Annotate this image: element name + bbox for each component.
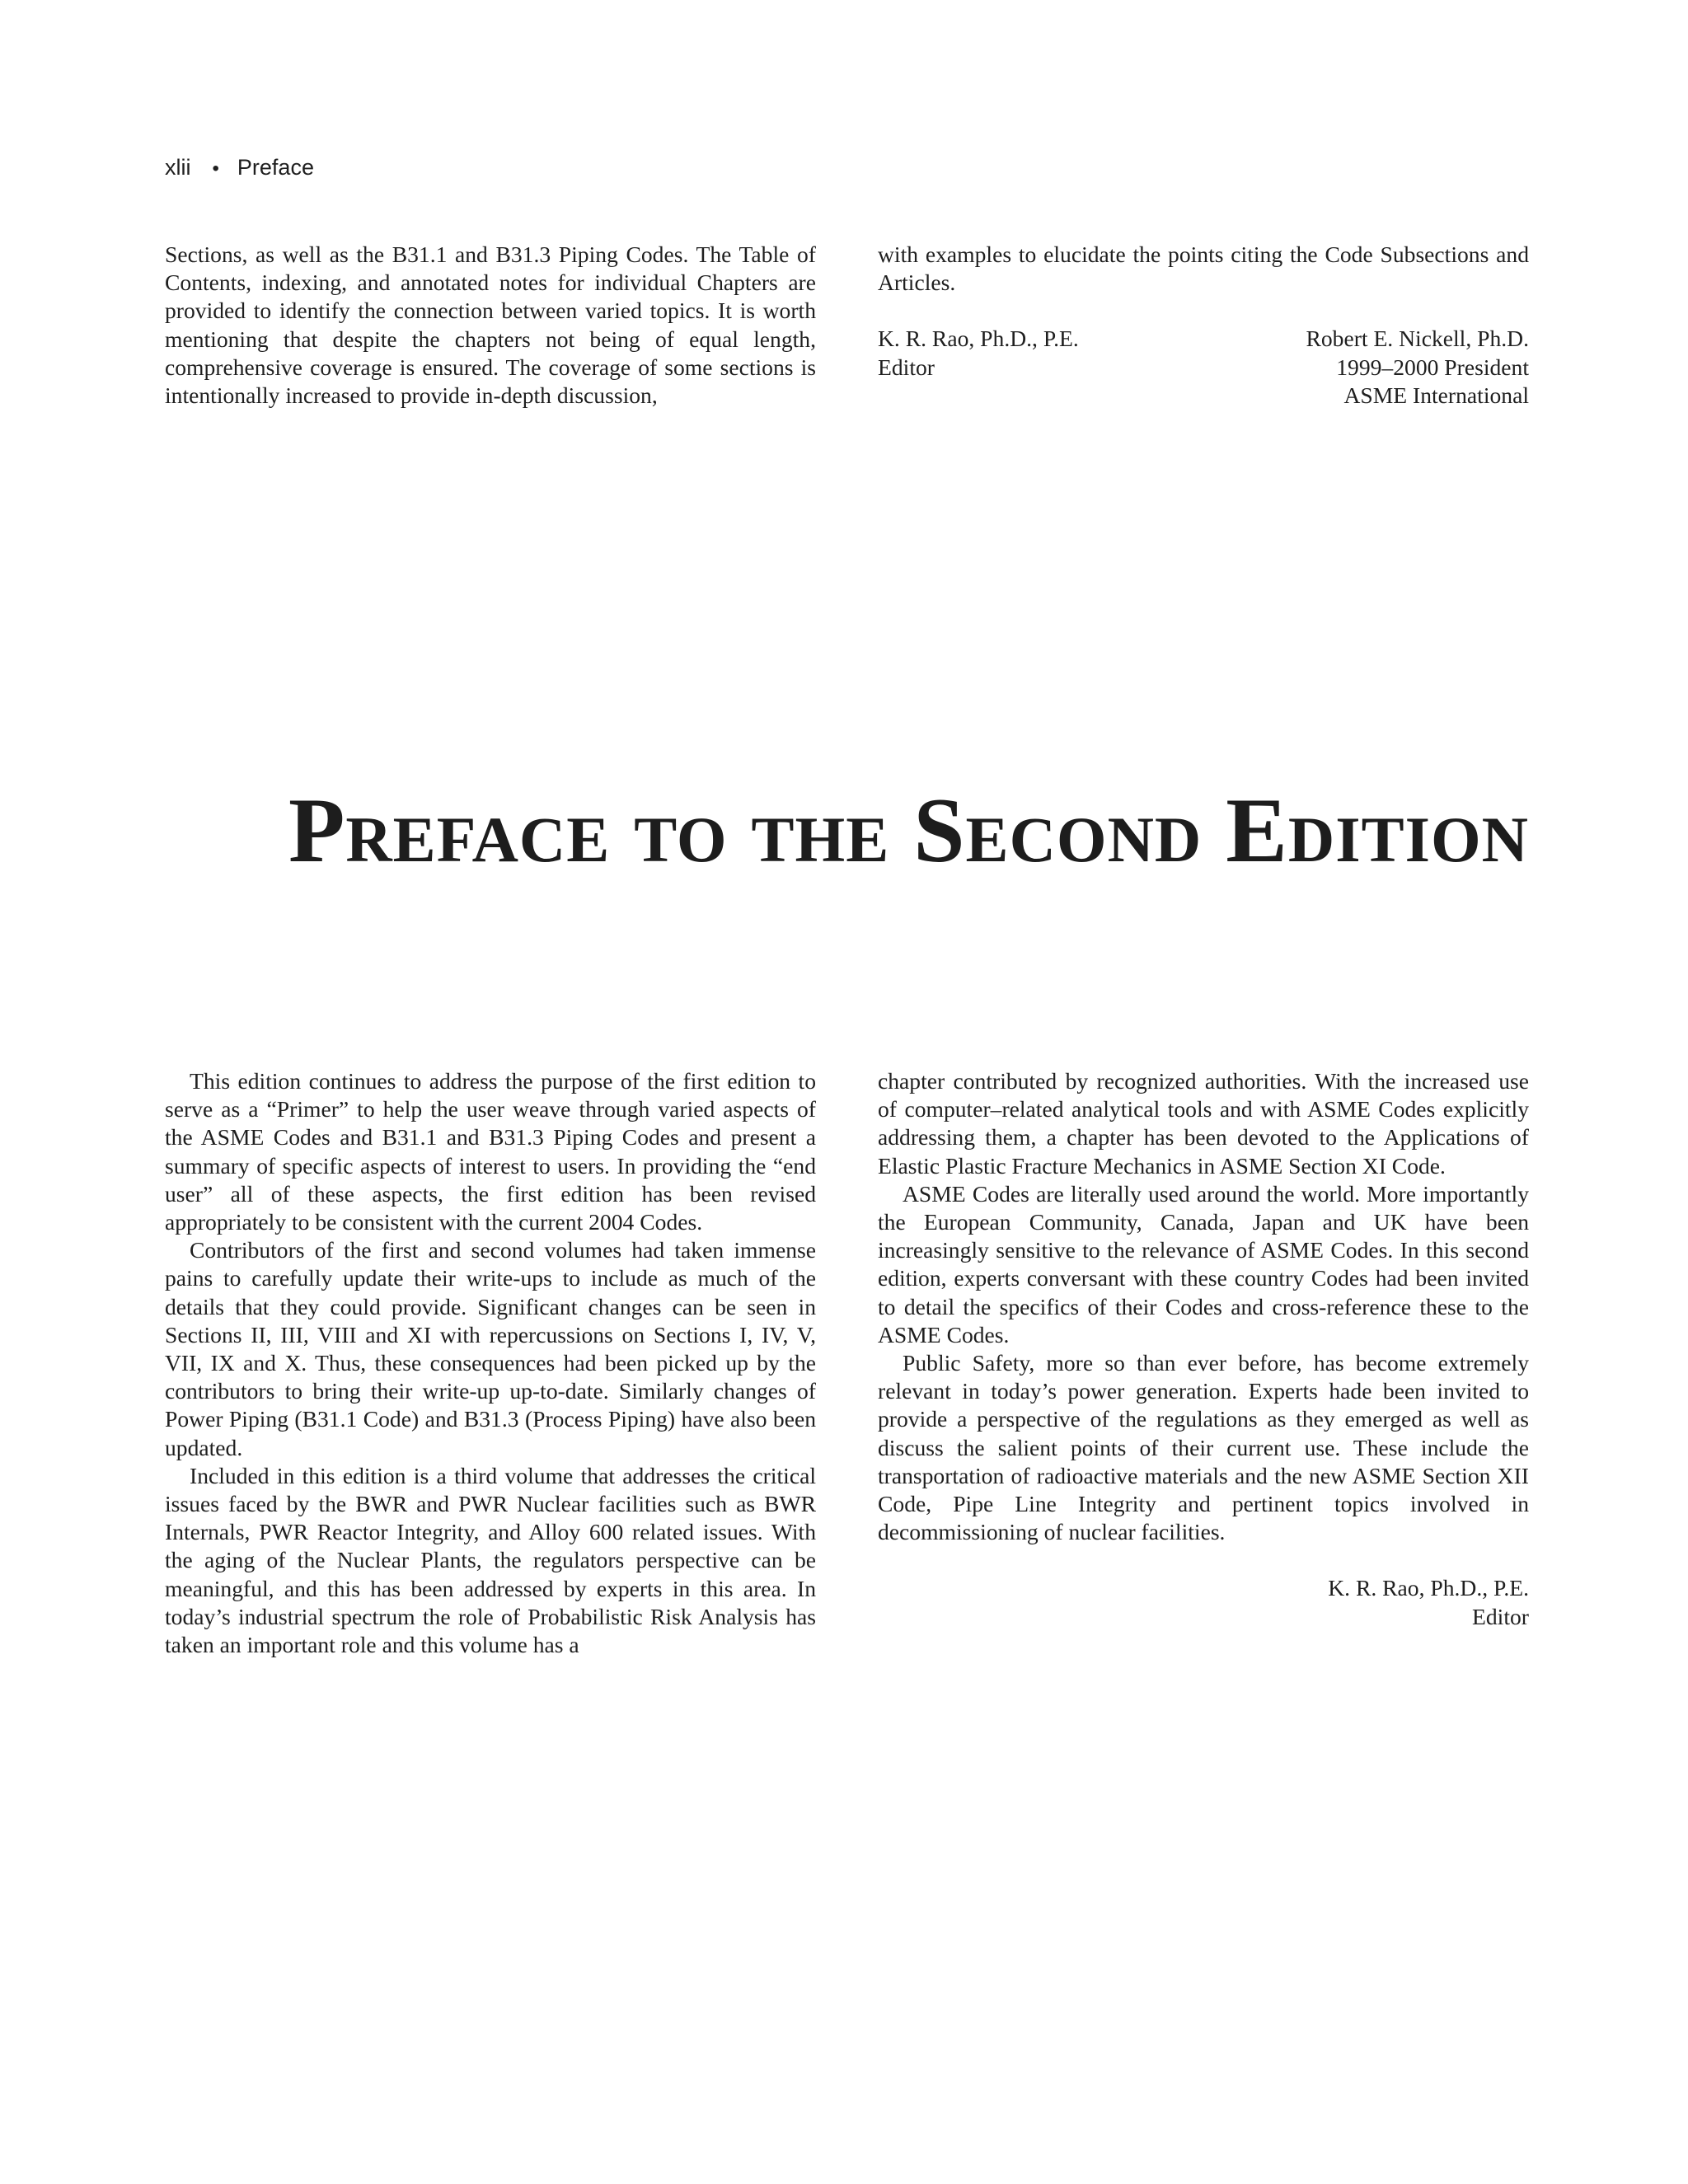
second-edition-left-column <box>165 1067 816 1659</box>
signature-role: Editor <box>878 354 935 380</box>
paragraph: ASME Codes are literally used around the world. More importantly the European Community, Canada, Japan and UK have been increasingly sensitive to the relevance of ASME Codes. In this second edition, experts conversant with these country Codes had been invited to detail the specifics of their Codes and cross-reference these to the ASME Codes. <box>878 1180 1529 1347</box>
signature-role: Editor <box>1472 1603 1529 1629</box>
first-edition-signatures <box>878 325 1529 410</box>
bullet-separator: • <box>212 157 219 180</box>
second-edition-signature <box>878 1574 1529 1630</box>
page-number: xlii <box>165 155 191 180</box>
paragraph: Public Safety, more so than ever before, has become extremely relevant in today’s power generation. Experts hade been invited to provide a perspective of the regulations as they emerged as well as discuss the salient points of their current use. These include the transportation of radioactive materials and the new ASME Section XII Code, Pipe Line Integrity and pertinent topics involved in decommissioning of nuclear facilities. <box>878 1350 1529 1545</box>
first-edition-right-column <box>878 241 1529 410</box>
section-title: Preface to the Second Edition <box>288 780 1529 882</box>
signature-editor <box>878 325 1079 410</box>
signature-role: 1999–2000 President <box>1336 354 1529 380</box>
paragraph: chapter contributed by recognized authorities. With the increased use of computer–related analytical tools and with ASME Codes explicitly addressing them, a chapter has been devoted to the Applications of Elastic Plastic Fracture Mechanics in ASME Section XI Code. <box>878 1068 1529 1179</box>
first-edition-left-column <box>165 241 816 410</box>
second-edition-right-column <box>878 1067 1529 1631</box>
paragraph: Included in this edition is a third volume that addresses the critical issues faced by the BWR and PWR Nuclear facilities such as BWR Internals, PWR Reactor Integrity, and Alloy 600 related issues. With the aging of the Nuclear Plants, the regulators perspective can be meaningful, and this has been addressed by experts in this area. In today’s industrial spectrum the role of Probabilistic Risk Analysis has taken an important role and this volume has a <box>165 1462 816 1658</box>
paragraph: This edition continues to address the purpose of the first edition to serve as a “Primer” to help the user weave through varied aspects of the ASME Codes and B31.1 and B31.3 Piping Codes and present a summary of specific aspects of interest to users. In providing the “end user” all of these aspects, the first edition has been revised appropriately to be consistent with the current 2004 Codes. <box>165 1068 816 1235</box>
paragraph: Contributors of the first and second volumes had taken immense pains to carefully update their write-ups to include as much of the details that they could provide. Significant changes can be seen in Sections II, III, VIII and XI with repercussions on Sections I, IV, V, VII, IX and X. Thus, these consequences had been picked up by the contributors to bring their write-up up-to-date. Similarly changes of Power Piping (B31.1 Code) and B31.3 (Process Piping) have also been updated. <box>165 1237 816 1460</box>
paragraph: with examples to elucidate the points citing the Code Subsections and Articles. <box>878 241 1529 296</box>
signature-name: K. R. Rao, Ph.D., P.E. <box>1328 1575 1529 1601</box>
running-head <box>165 153 314 183</box>
signature-name: K. R. Rao, Ph.D., P.E. <box>878 326 1079 352</box>
running-head-section: Preface <box>237 155 314 180</box>
signature-org: ASME International <box>1343 382 1529 408</box>
paragraph: Sections, as well as the B31.1 and B31.3 Piping Codes. The Table of Contents, indexing, and annotated notes for individual Chapters are provided to identify the connection between varied topics. It is worth mentioning that despite the chapters not being of equal length, comprehensive coverage is ensured. The coverage of some sections is intentionally increased to provide in-depth discussion, <box>165 241 816 409</box>
signature-name: Robert E. Nickell, Ph.D. <box>1306 326 1529 352</box>
signature-president <box>1306 325 1529 410</box>
